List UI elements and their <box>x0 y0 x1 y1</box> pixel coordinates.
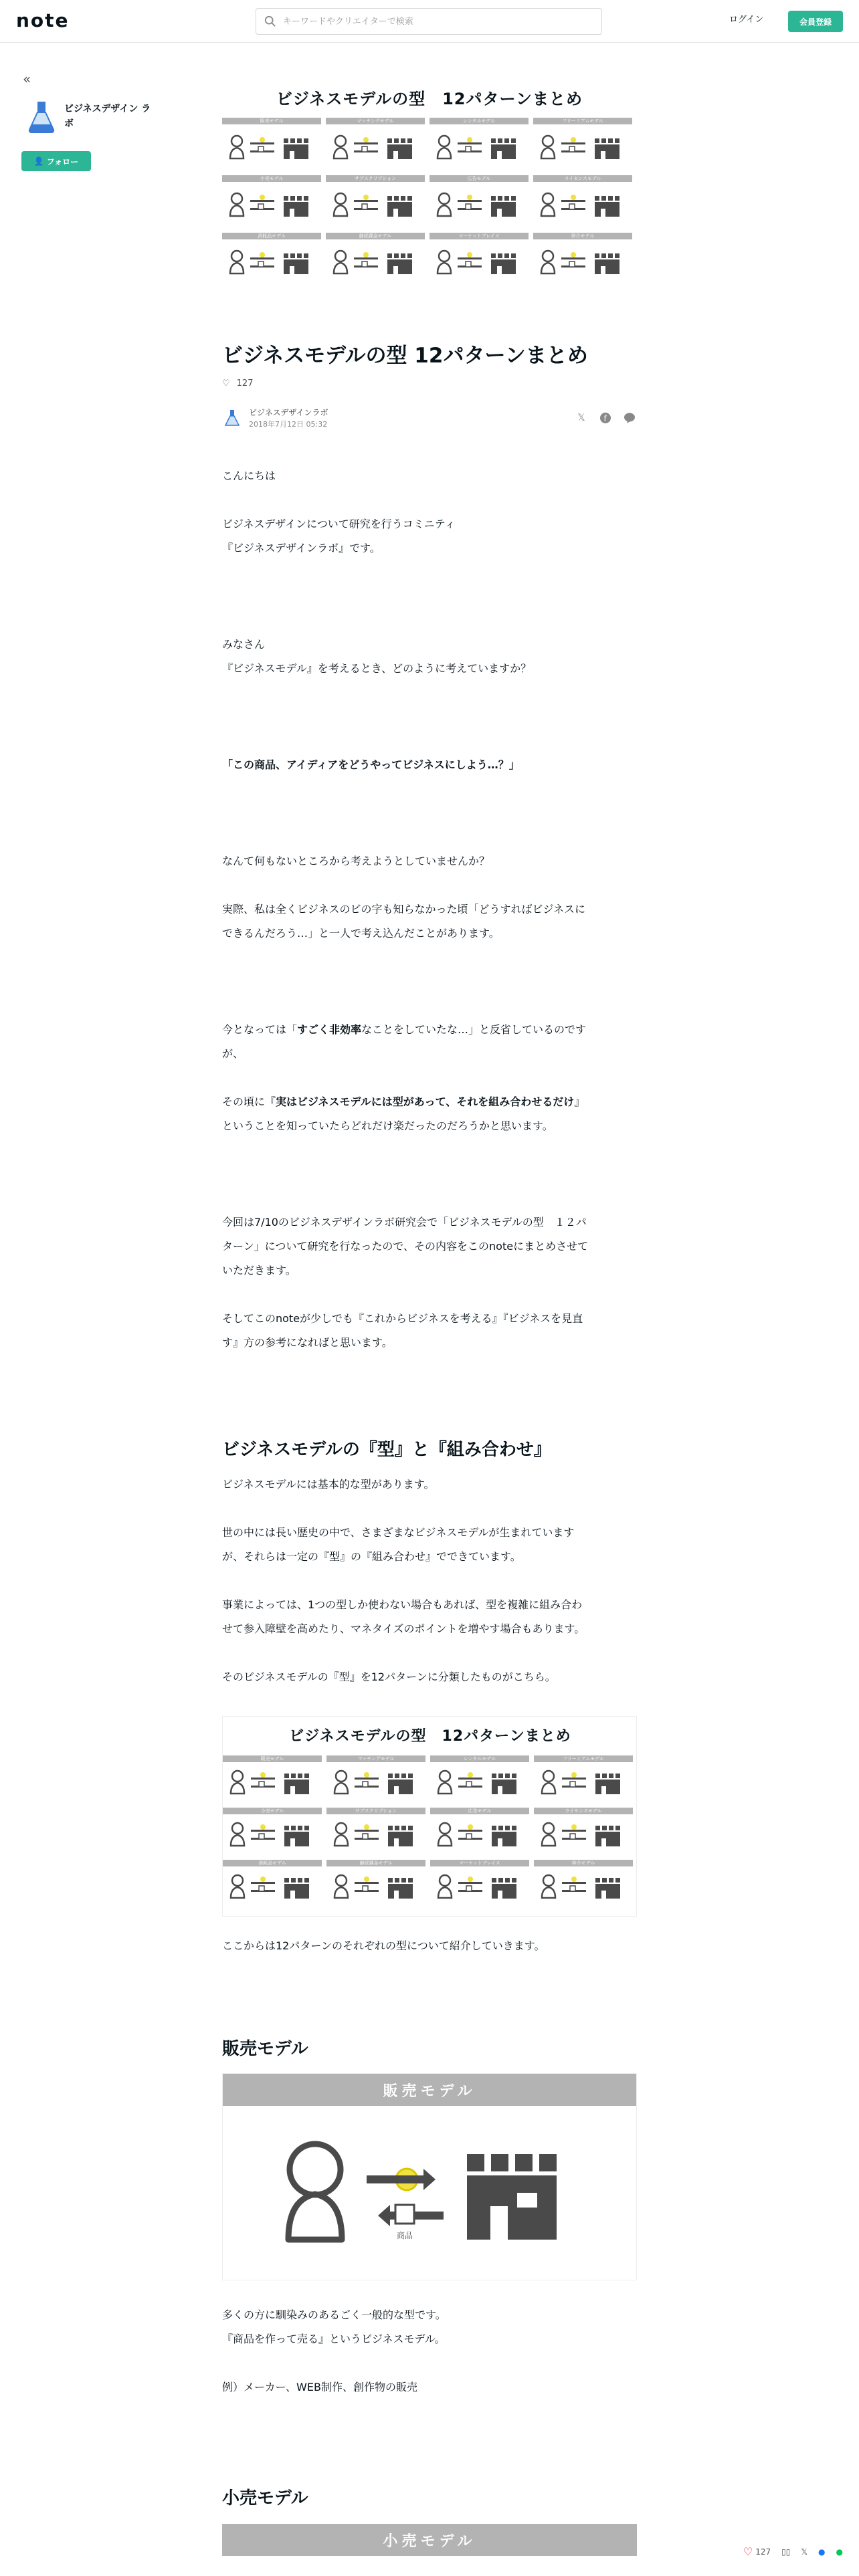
pattern-cell <box>534 1860 633 1908</box>
paragraph-line: 事業によっては、1つの型しか使わない場合もあれば、型を複雑に組み合わ <box>222 1598 583 1611</box>
pattern-diagram <box>430 182 529 229</box>
pattern-diagram <box>534 1866 633 1908</box>
share-buttons <box>574 411 637 425</box>
x-share-icon[interactable]: 𝕏 <box>801 2547 808 2557</box>
pattern-diagram <box>326 1814 425 1856</box>
paragraph-line: 今回は7/10のビジネスデザインラボ研究会で「ビジネスモデルの型 １２パ <box>222 1216 587 1228</box>
facebook-share-icon[interactable] <box>598 411 613 425</box>
bold-text: 実はビジネスモデルには型があって、それを組み合わせるだけ <box>276 1095 575 1108</box>
collapse-sidebar-icon[interactable]: « <box>23 71 31 87</box>
pattern-label: 継続課金モデル <box>326 1860 425 1866</box>
author-avatar[interactable] <box>222 408 242 428</box>
x-share-icon[interactable]: 𝕏 <box>577 413 585 423</box>
paragraph <box>222 1018 637 1066</box>
paragraph-line: が、 <box>222 1047 244 1060</box>
pattern-label: 消耗品モデル <box>223 1860 322 1866</box>
pattern-cell <box>430 1860 529 1908</box>
follow-button[interactable] <box>21 151 91 171</box>
pattern-cell <box>430 175 529 229</box>
pattern-cell <box>430 233 529 286</box>
paragraph <box>222 512 637 560</box>
like-count: 127 <box>236 379 254 389</box>
pattern-diagram <box>326 124 425 171</box>
pattern-grid <box>223 1755 638 1913</box>
float-like[interactable] <box>743 2545 771 2558</box>
paragraph-line: そしてこのnoteが少しでも『これからビジネスを考える』『ビジネスを見直 <box>222 1312 583 1325</box>
creator-name[interactable]: ビジネスデザイン ラボ <box>64 104 151 129</box>
author-name[interactable]: ビジネスデザインラボ <box>249 408 328 417</box>
text: 今となっては「 <box>222 1023 298 1036</box>
pattern-cell <box>430 1755 529 1804</box>
pattern-label: 小売モデル <box>222 175 321 182</box>
heart-icon: ♡ <box>743 2545 753 2558</box>
pattern-diagram <box>430 1762 529 1804</box>
pattern-diagram <box>534 1814 633 1856</box>
model-bar: 販売モデル <box>223 2074 636 2106</box>
pattern-image-title: ビジネスモデルの型 12パターンまとめ <box>289 1728 571 1745</box>
pattern-label: レンタルモデル <box>430 118 529 124</box>
model-bar: 小売モデル <box>222 2524 637 2556</box>
hero-image-title: ビジネスモデルの型 12パターンまとめ <box>276 90 583 108</box>
pattern-label: マッチングモデル <box>326 118 425 124</box>
search-input[interactable] <box>283 14 591 29</box>
pattern-cell <box>223 1860 322 1908</box>
retail-model-image <box>222 2524 637 2564</box>
pattern-label: サブスクリプション <box>326 1808 425 1814</box>
paragraph: 例）メーカー、WEB制作、創作物の販売 <box>222 2381 417 2393</box>
pattern-cell <box>223 1755 322 1804</box>
paragraph-line: ビジネスデザインについて研究を行うコミニティ <box>222 518 456 530</box>
pattern-cell <box>534 1755 633 1804</box>
pattern-cell <box>222 233 321 286</box>
author-row <box>222 407 637 433</box>
paragraph: なんて何もないところから考えようとしていませんか？ <box>222 855 490 867</box>
line-share-icon[interactable] <box>622 411 637 425</box>
paragraph-line: 『ビジネスモデル』を考えるとき、どのように考えていますか？ <box>222 662 532 675</box>
paragraph-line: できるんだろう…」と一人で考え込んだことがあります。 <box>222 927 500 940</box>
paragraph-line: いただきます。 <box>222 1264 296 1277</box>
creator-avatar[interactable] <box>23 98 60 135</box>
paragraph-line: ターン」について研究を行なったので、その内容をこのnoteにまとめさせて <box>222 1240 589 1253</box>
pattern-label: マーケットプレイス <box>430 233 529 239</box>
paragraph-line: みなさん <box>222 638 266 651</box>
text: なことをしていたな…」と反省しているのです <box>361 1023 587 1036</box>
paragraph: こんにちは <box>222 469 276 482</box>
pattern-cell <box>222 175 321 229</box>
pattern-cell <box>326 233 425 286</box>
pattern-cell <box>326 1860 425 1908</box>
pattern-diagram <box>430 1866 529 1908</box>
pattern-diagram <box>533 124 632 171</box>
article-title: ビジネスモデルの型 12パターンまとめ <box>222 344 588 368</box>
paragraph-line: 実際、私は全くビジネスのビの字も知らなかった頃「どうすればビジネスに <box>222 903 586 916</box>
pattern-diagram <box>223 1814 322 1856</box>
search-box[interactable] <box>256 8 602 35</box>
pattern-cell <box>533 233 632 286</box>
paragraph <box>222 1307 637 1355</box>
pattern-label: 広告モデル <box>430 175 529 182</box>
paragraph: ここからは12パターンのそれぞれの型について紹介していきます。 <box>222 1939 545 1952</box>
pattern-diagram <box>430 239 529 286</box>
pattern-cell <box>223 1808 322 1856</box>
paragraph <box>222 897 637 946</box>
paragraph-line: 多くの方に馴染みのあるごく一般的な型です。 <box>222 2309 446 2321</box>
pattern-cell <box>430 1808 529 1856</box>
paragraph <box>222 1090 637 1138</box>
company-icon <box>467 2154 557 2240</box>
section-heading: ビジネスモデルの『型』と『組み合わせ』 <box>222 1440 551 1460</box>
pattern-label: 販売モデル <box>222 118 321 124</box>
pattern-label: マッチングモデル <box>326 1755 425 1762</box>
pattern-grid <box>222 118 637 289</box>
line-share-icon[interactable]: ● <box>836 2547 843 2557</box>
paragraph <box>222 2303 637 2351</box>
pattern-label: サブスクリプション <box>326 175 425 182</box>
paragraph-line: す』方の参考になればと思います。 <box>222 1336 393 1349</box>
pattern-diagram <box>533 239 632 286</box>
pattern-cell <box>326 118 425 171</box>
float-like-count: 127 <box>755 2547 771 2557</box>
pattern-cell <box>326 1755 425 1804</box>
floating-action-bar <box>743 2545 843 2558</box>
pattern-label: 販売モデル <box>223 1755 322 1762</box>
note-logo[interactable]: note <box>16 9 70 31</box>
paragraph <box>222 1593 637 1641</box>
site-header <box>0 0 859 43</box>
pattern-diagram <box>223 1866 322 1908</box>
pattern-label: 継続課金モデル <box>326 233 425 239</box>
paragraph-line: せて参入障壁を高めたり、マネタイズのポイントを増やす場合もあります。 <box>222 1622 585 1635</box>
section-heading: 小売モデル <box>222 2488 308 2508</box>
facebook-share-icon[interactable]: ● <box>818 2547 826 2557</box>
heart-icon[interactable]: ♡ <box>222 379 230 389</box>
pattern-image <box>222 1716 637 1917</box>
paragraph-line: ということを知っていたらどれだけ楽だったのだろうかと思います。 <box>222 1119 553 1132</box>
goods-label: 商品 <box>396 2231 413 2240</box>
pattern-label: 仲介モデル <box>533 233 632 239</box>
pattern-diagram <box>533 182 632 229</box>
like-counter[interactable] <box>222 379 253 389</box>
pattern-diagram <box>326 239 425 286</box>
pattern-cell <box>533 175 632 229</box>
text: 』 <box>574 1095 585 1108</box>
pattern-label: レンタルモデル <box>430 1755 529 1762</box>
pattern-diagram <box>326 1866 425 1908</box>
svg-text:f: f <box>603 414 607 423</box>
pattern-diagram <box>223 1762 322 1804</box>
pattern-diagram <box>326 182 425 229</box>
paragraph <box>222 1521 637 1569</box>
publish-date: 2018年7月12日 05:32 <box>249 420 328 429</box>
paragraph-line <box>222 1018 637 1042</box>
search-icon <box>264 15 276 27</box>
paragraph-line: 『商品を作って売る』というビジネスモデル。 <box>222 2333 446 2345</box>
paragraph <box>222 633 637 681</box>
pattern-label: フリーミアムモデル <box>534 1755 633 1762</box>
magazine-icon[interactable]: ▯▯ <box>781 2547 791 2557</box>
follow-label: フォロー <box>46 156 79 167</box>
paragraph-line: 世の中には長い歴史の中で、さまざまなビジネスモデルが生まれています <box>222 1526 575 1539</box>
pattern-label: ライセンスモデル <box>533 175 632 182</box>
paragraph <box>222 1210 637 1283</box>
user-plus-icon: 👤 <box>33 156 44 166</box>
paragraph-line: 『ビジネスデザインラボ』です。 <box>222 542 381 554</box>
pattern-cell <box>326 1808 425 1856</box>
pattern-label: 小売モデル <box>223 1808 322 1814</box>
section-heading: 販売モデル <box>222 2039 308 2059</box>
login-link[interactable]: ログイン <box>729 15 764 25</box>
pattern-label: ライセンスモデル <box>534 1808 633 1814</box>
paragraph: ビジネスモデルには基本的な型があります。 <box>222 1478 435 1491</box>
hero-image <box>222 79 637 293</box>
bold-text: すごく非効率 <box>297 1023 362 1036</box>
pattern-diagram <box>430 124 529 171</box>
pattern-cell <box>326 175 425 229</box>
paragraph: そのビジネスモデルの『型』を12パターンに分類したものがこちら。 <box>222 1671 556 1683</box>
sales-model-image <box>222 2073 637 2280</box>
pattern-diagram <box>222 124 321 171</box>
sales-model-diagram <box>223 2106 636 2280</box>
pattern-diagram <box>326 1762 425 1804</box>
pattern-diagram <box>222 182 321 229</box>
customer-icon <box>288 2144 342 2240</box>
pattern-cell <box>534 1808 633 1856</box>
paragraph-line: が、それらは一定の『型』の『組み合わせ』でできています。 <box>222 1550 521 1563</box>
text: その頃に『 <box>222 1095 276 1108</box>
goods-box <box>395 2205 414 2224</box>
pattern-cell <box>222 118 321 171</box>
pattern-label: マーケットプレイス <box>430 1860 529 1866</box>
pattern-diagram <box>534 1762 633 1804</box>
pattern-label: 広告モデル <box>430 1808 529 1814</box>
paragraph-line <box>222 1090 637 1114</box>
paragraph-emphasis: 「この商品、アイディアをどうやってビジネスにしよう…？」 <box>222 758 520 771</box>
signup-button[interactable]: 会員登録 <box>788 11 843 32</box>
pattern-cell <box>430 118 529 171</box>
pattern-cell <box>533 118 632 171</box>
pattern-diagram <box>222 239 321 286</box>
pattern-label: 消耗品モデル <box>222 233 321 239</box>
pattern-diagram <box>430 1814 529 1856</box>
pattern-label: 仲介モデル <box>534 1860 633 1866</box>
pattern-label: フリーミアムモデル <box>533 118 632 124</box>
